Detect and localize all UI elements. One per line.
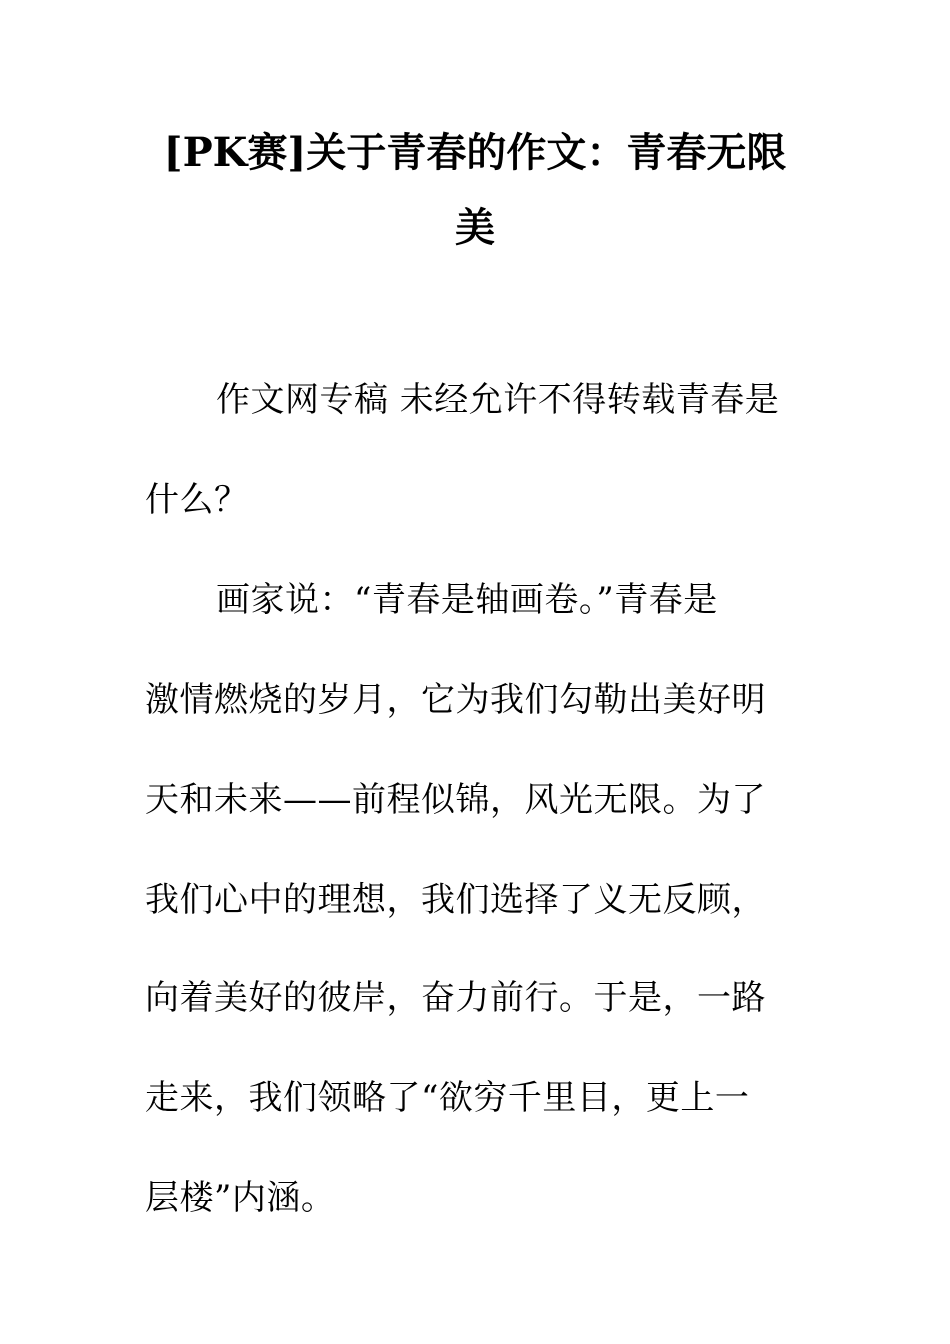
- paragraph-2-line-4: 我们心中的理想，我们选择了义无反顾，: [145, 880, 766, 920]
- paragraph-2-line-5: 向着美好的彼岸，奋力前行。于是，一路: [145, 978, 766, 1018]
- document-title-line-1: [PK赛]关于青春的作文：青春无限: [163, 129, 787, 176]
- paragraph-2-line-7: 层楼”内涵。: [145, 1178, 336, 1218]
- paragraph-2-line-6: 走来，我们领略了“欲穷千里目，更上一: [145, 1078, 750, 1118]
- paragraph-1-line-1: 作文网专稿 未经允许不得转载青春是: [216, 380, 780, 420]
- paragraph-1-line-2: 什么？: [145, 480, 249, 520]
- paragraph-2-line-2: 激情燃烧的岁月，它为我们勾勒出美好明: [145, 680, 766, 720]
- paragraph-2-line-3: 天和未来——前程似锦，风光无限。为了: [145, 780, 766, 820]
- paragraph-2-line-1: 画家说：“青春是轴画卷。”青春是: [216, 580, 718, 620]
- document-title-line-2: 美: [455, 204, 495, 251]
